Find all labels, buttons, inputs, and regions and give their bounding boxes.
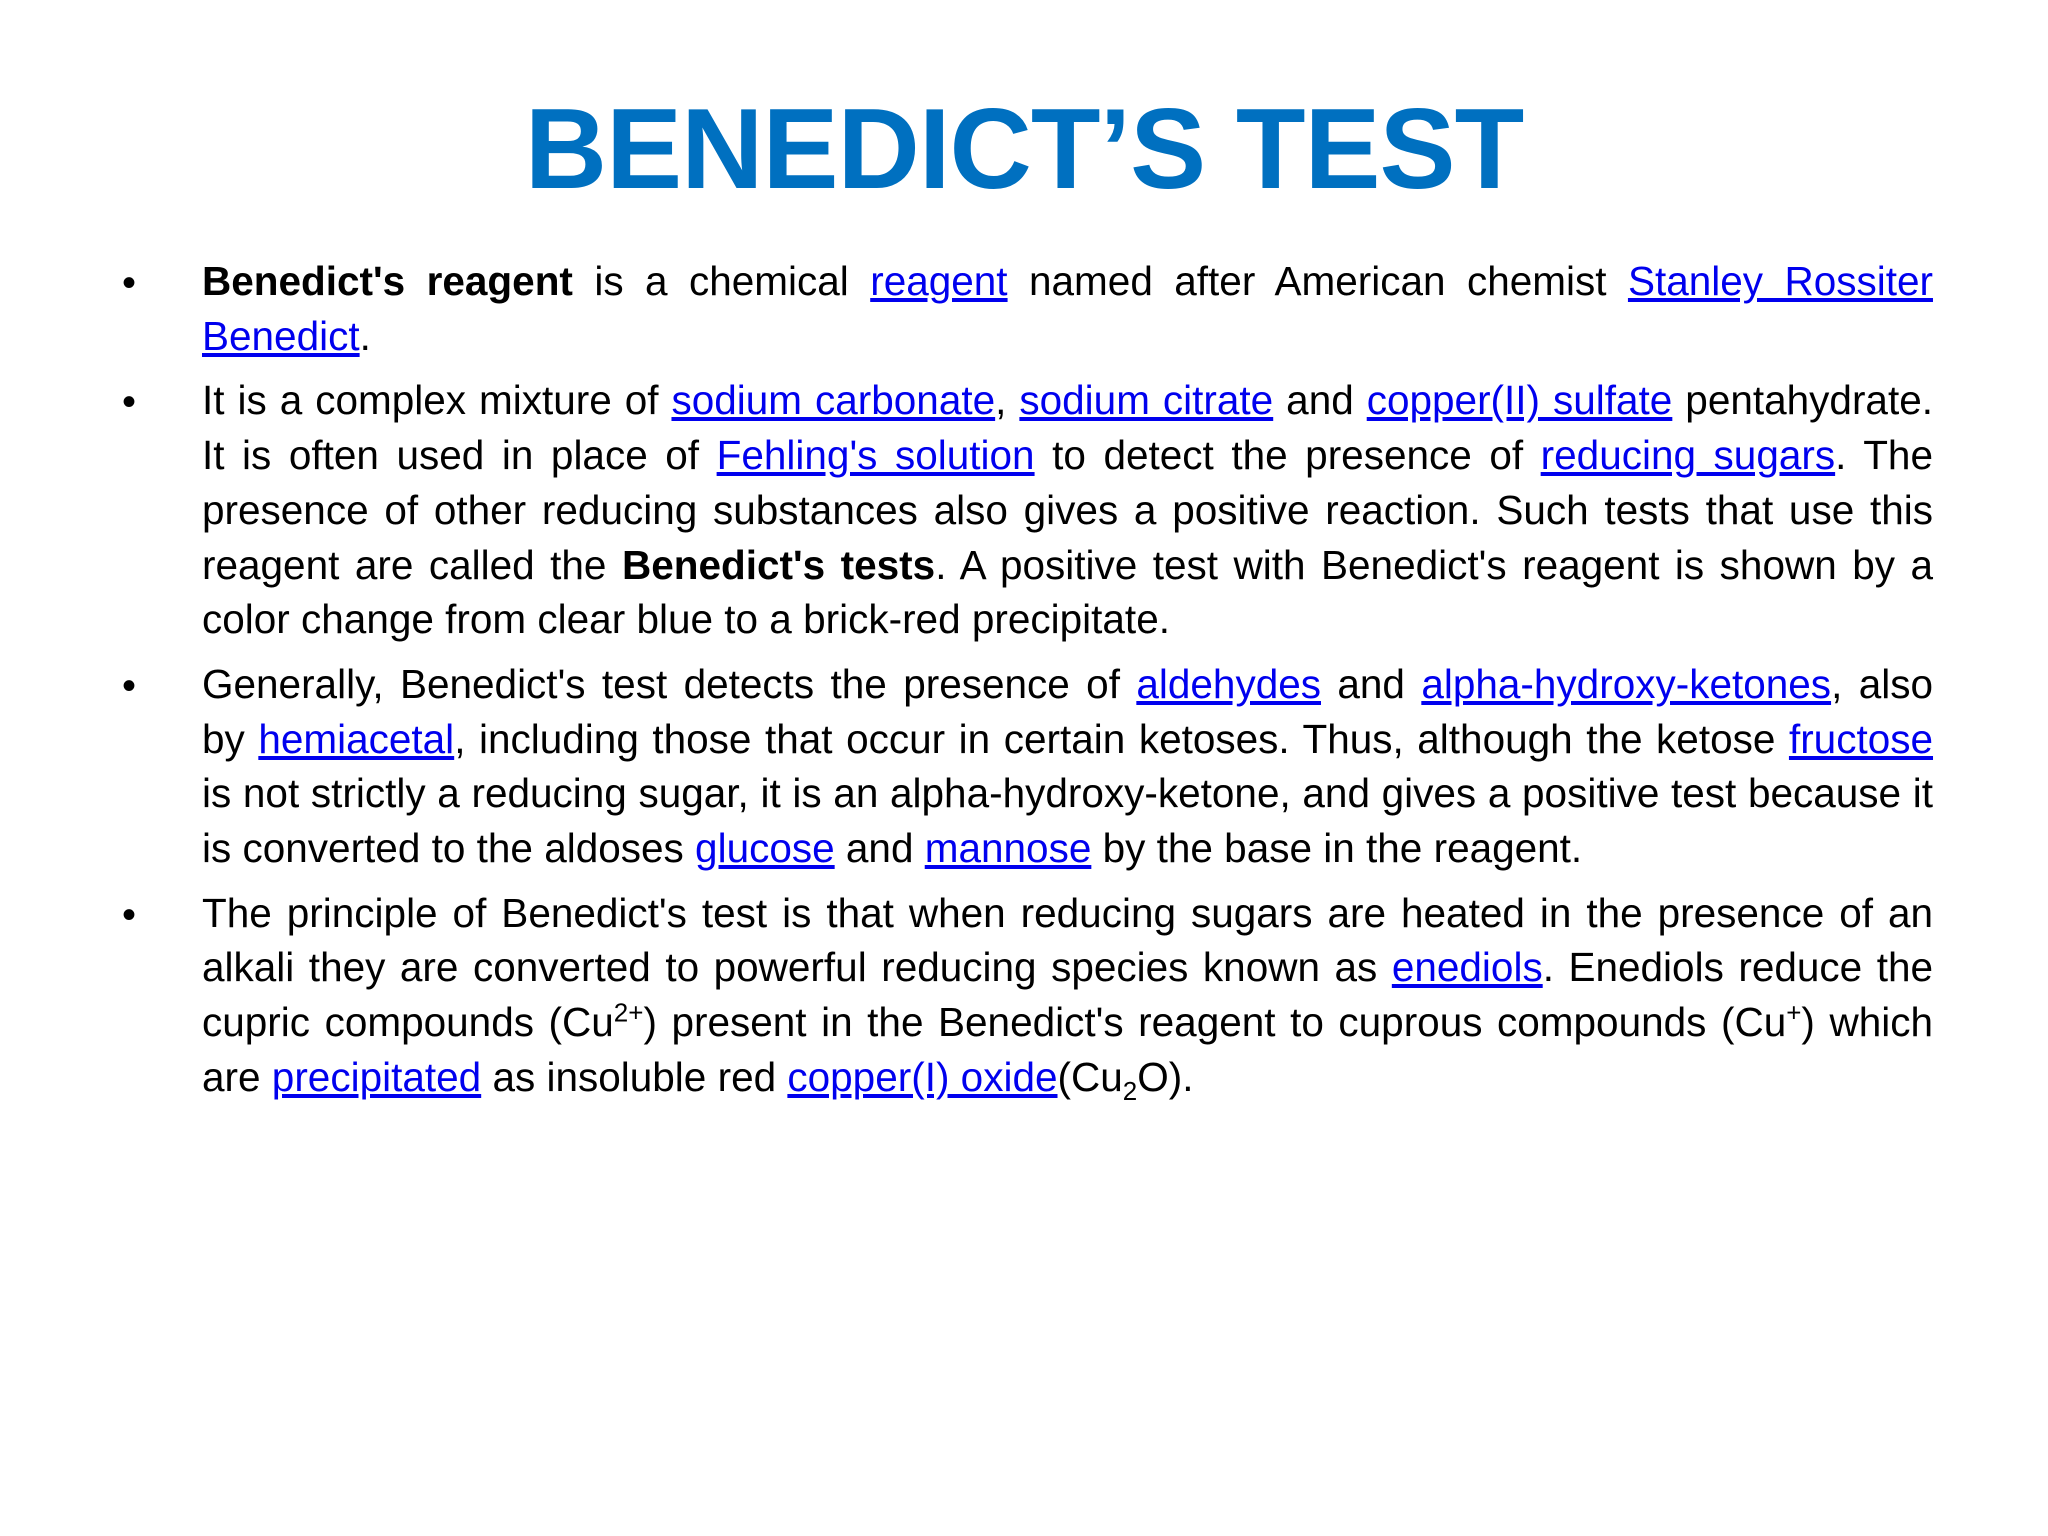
text-run: and	[1273, 377, 1367, 424]
superscript-charge: +	[1786, 997, 1802, 1028]
bullet-dot-icon: •	[122, 380, 137, 425]
bullet-item-3	[118, 657, 1933, 876]
text-run: The principle of Benedict's test is that when reducing sugars are heated in the presence of an alkali they are converted to powerful reducing species known as	[202, 889, 1933, 991]
text-run: ,	[995, 377, 1020, 424]
text-run: to detect the presence of	[1034, 432, 1541, 479]
bullet-text-3	[202, 657, 1933, 876]
text-run: . The presence of other reducing substances also gives a positive reaction. Such tests that use this reagent are called the	[202, 432, 1933, 588]
subscript-number: 2	[1122, 1075, 1138, 1106]
link-reagent[interactable]: reagent	[870, 258, 1008, 304]
superscript-charge: 2+	[613, 997, 644, 1028]
text-run: O).	[1137, 1053, 1194, 1100]
text-run: .	[359, 312, 371, 359]
text-run: named after American chemist	[1007, 258, 1628, 304]
text-run: by the base in the reagent.	[1091, 825, 1583, 872]
link-mannose[interactable]: mannose	[924, 825, 1092, 872]
link-copper-i-oxide[interactable]: copper(I) oxide	[787, 1053, 1058, 1100]
link-aldehydes[interactable]: aldehydes	[1136, 660, 1321, 707]
bold-term: Benedict's tests	[621, 541, 936, 588]
link-hemiacetal[interactable]: hemiacetal	[258, 715, 455, 762]
text-run: Generally, Benedict's test detects the presence of	[202, 660, 1137, 707]
text-run: is not strictly a reducing sugar, it is an alpha-hydroxy-ketone, and gives a positive test because it is converted to the aldoses	[202, 770, 1933, 872]
link-glucose[interactable]: glucose	[695, 825, 835, 872]
text-run: ) present in the Benedict's reagent to cuprous compounds (Cu	[643, 999, 1787, 1046]
bullet-dot-icon: •	[122, 892, 137, 937]
bullet-list	[118, 254, 1933, 1115]
link-sodium-carbonate[interactable]: sodium carbonate	[671, 377, 996, 424]
link-precipitated[interactable]: precipitated	[271, 1053, 482, 1100]
bullet-dot-icon: •	[122, 261, 137, 305]
text-run: is a chemical	[572, 258, 871, 304]
text-run: and	[1321, 660, 1422, 707]
link-fructose[interactable]: fructose	[1788, 715, 1934, 762]
bullet-dot-icon: •	[122, 663, 137, 708]
text-run: as insoluble red	[481, 1053, 788, 1100]
slide-title: BENEDICT’S TEST	[524, 86, 1524, 213]
text-run: It is a complex mixture of	[202, 377, 672, 424]
link-stanley-rossiter-benedict[interactable]: Stanley Rossiter Benedict	[202, 258, 1933, 359]
bullet-text-4	[202, 886, 1933, 1105]
bullet-text-2	[202, 373, 1933, 647]
bold-term: Benedict's reagent	[202, 258, 573, 304]
bullet-item-4	[118, 886, 1933, 1105]
link-sodium-citrate[interactable]: sodium citrate	[1019, 377, 1274, 424]
text-run: and	[834, 825, 925, 872]
text-run: . A positive test with Benedict's reagent is shown by a color change from clear blue to a brick-red precipitate.	[202, 541, 1933, 643]
text-run: , including those that occur in certain ketoses. Thus, although the ketose	[454, 715, 1789, 762]
link-alpha-hydroxy-ketones[interactable]: alpha-hydroxy-ketones	[1421, 660, 1832, 707]
bullet-text-1	[202, 254, 1933, 363]
link-fehlings-solution[interactable]: Fehling's solution	[716, 432, 1035, 479]
bullet-item-2	[118, 373, 1933, 647]
link-enediols[interactable]: enediols	[1391, 944, 1543, 991]
bullet-item-1	[118, 254, 1933, 363]
text-run: (Cu	[1057, 1053, 1123, 1100]
text-run: pentahydrate. It is often used in place of	[202, 377, 1933, 479]
link-copper-ii-sulfate[interactable]: copper(II) sulfate	[1366, 377, 1673, 424]
text-run: ) which are	[202, 999, 1933, 1100]
link-reducing-sugars[interactable]: reducing sugars	[1540, 432, 1836, 479]
text-run: . Enediols reduce the cupric compounds (Cu	[202, 944, 1934, 1046]
text-run: , also by	[202, 660, 1933, 762]
